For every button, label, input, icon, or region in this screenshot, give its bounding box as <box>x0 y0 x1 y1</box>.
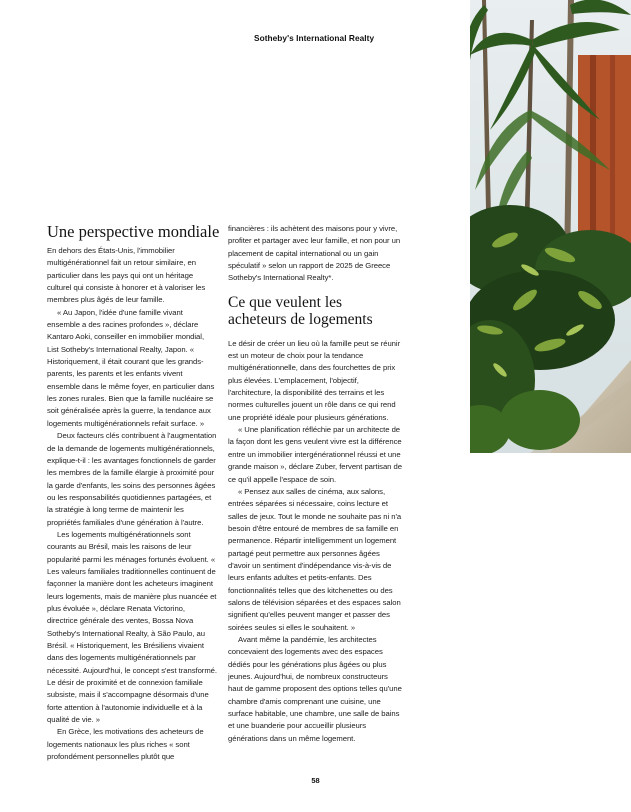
article-paragraph: Deux facteurs clés contribuent à l'augmentation de la demande de logements multigénérationnels, explique-t-il : les avantages fonctionnels de garder les membres de la famille élargie à proximité pour la garde d'enfants, les soins des personnes âgées ou les responsabilités quotidiennes partagées, et la stratégie à long terme de maintenir les propriétés familiales d'une génération à l'autre. <box>47 431 217 527</box>
article-paragraph: financières : ils achètent des maisons pour y vivre, profiter et partager avec leur famille, et non pour un placement de capital international ou un gain spéculatif » selon un rapport de 2025 de Greece Sotheby's International Realty*. <box>228 224 401 283</box>
article-column-right <box>228 223 403 745</box>
brand-header: Sotheby's International Realty <box>254 33 375 43</box>
article-paragraph: Le désir de créer un lieu où la famille peut se réunir est un moteur de choix pour la tendance multigénérationnelle, dans des fourchettes de prix plus élevées. L'emplacement, l'objectif, l'architecture, la disponibilité des terrains et les normes culturelles jouent un rôle dans ce qui rend une propriété idéale pour plusieurs générations. <box>228 338 401 422</box>
page-number: 58 <box>311 776 320 785</box>
article-paragraph: « Une planification réfléchie par un architecte de la façon dont les gens veulent vivre est la différence entre un immobilier intergénérationnel réussi et une grande maison », déclare Zuber, fervent partisan de ce qu'il appelle l'espace de soin. <box>228 425 402 484</box>
article-paragraph: « Au Japon, l'idée d'une famille vivant ensemble a des racines profondes », déclare Kantaro Aoki, conseiller en immobilier mondial, List Sotheby's International Realty, Japon. « Historiquement, il était courant que les grands-parents, les parents et les enfants vivent ensemble dans le même foyer, en particulier dans les zones rurales. Bien que la famille nucléaire se soit généralisée après la guerre, la tendance aux logements multigénérationnels refait surface. » <box>47 307 215 428</box>
garden-photo-illustration <box>470 0 631 453</box>
article-column-left <box>47 222 220 763</box>
article-paragraph: « Pensez aux salles de cinéma, aux salons, entrées séparées si nécessaire, coins lecture et salles de jeux. Tout le monde ne souhaite pas ni n'a besoin d'être entouré de membres de sa famille en permanence. Répartir intelligemment un logement partagé peut permettre aux personnes âgées d'avoir un sentiment d'indépendance vis-à-vis de leurs enfants adultes et petits-enfants. Des fonctionnalités telles que des kitchenettes ou des salons de télévision séparées et des espaces salon signifient qu'elles peuvent manger et passer des soirées seules si elles le souhaitent. » <box>228 486 402 632</box>
section-heading-global-perspective: Une perspective mondiale <box>47 222 220 241</box>
article-paragraph: En Grèce, les motivations des acheteurs de logements nationaux les plus riches « sont profondément personnelles plutôt que <box>47 727 204 762</box>
article-paragraph: Avant même la pandémie, les architectes concevaient des logements avec des espaces dédiés pour les générations plus âgées ou plus jeunes. Aujourd'hui, de nombreux constructeurs haut de gamme proposent des options telles qu'une chambre d'amis comprenant une cuisine, une surface habitable, une chambre, une salle de bains et une buanderie pour accueillir plusieurs générations dans un même logement. <box>228 634 402 743</box>
garden-photo <box>470 0 631 453</box>
article-paragraph: En dehors des États-Unis, l'immobilier multigénérationnel fait un retour similaire, en particulier dans les pays qui ont un héritage culturel qui consiste à honorer et à valoriser les membres plus âgés de leur famille. <box>47 246 206 305</box>
section-heading-what-buyers-want: Ce que veulent les acheteurs de logements <box>228 293 373 328</box>
article-paragraph: Les logements multigénérationnels sont courants au Brésil, mais les raisons de leur popularité parmi les ménages fortunés évoluent. « Les valeurs familiales traditionnelles continuent de façonner la manière dont les acheteurs imaginent leurs logements, mais de manière plus nuancée et plus évoluée », déclare Renata Victorino, directrice générale des ventes, Bossa Nova Sotheby's International Realty, à São Paulo, au Brésil. « Historiquement, les Brésiliens vivaient dans des logements multigénérationnels par nécessité. Aujourd'hui, le concept s'est transformé. Le désir de proximité et de connexion familiale subsiste, mais il s'accompagne désormais d'une forte attention à l'autonomie individuelle et à la qualité de vie. » <box>47 529 217 725</box>
